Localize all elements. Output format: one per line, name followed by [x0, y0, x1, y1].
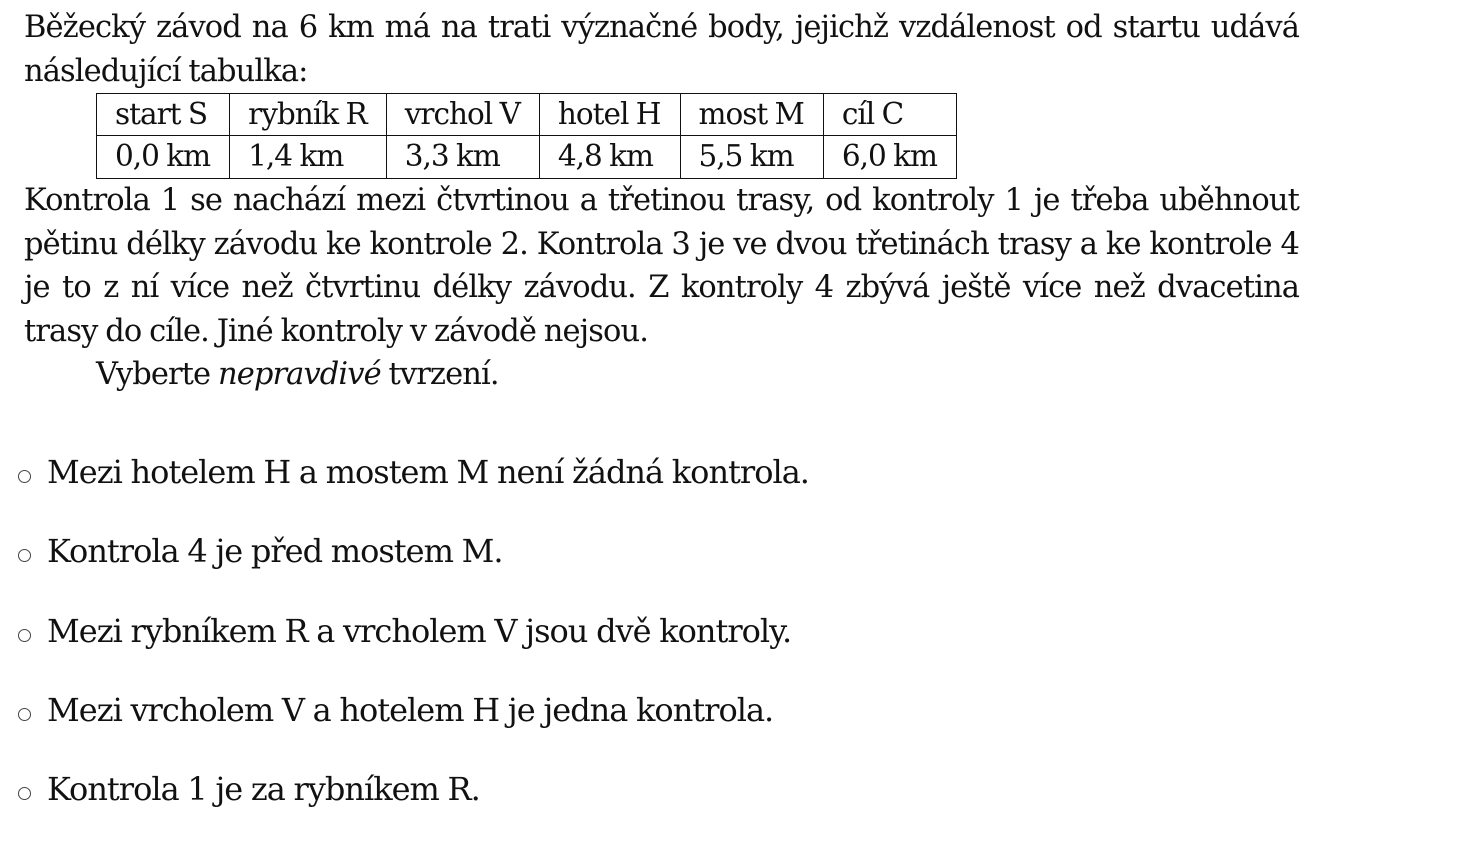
landmarks-header-row — [97, 94, 957, 136]
landmark-distance-bridge: 5,5 km — [680, 136, 823, 179]
answer-option[interactable] — [18, 529, 809, 608]
landmark-distance-peak: 3,3 km — [386, 136, 539, 179]
answer-option[interactable] — [18, 450, 809, 529]
landmark-distance-hotel: 4,8 km — [539, 136, 680, 179]
answer-option-label: Kontrola 4 je před mostem M. — [47, 532, 503, 571]
landmark-name-peak: vrchol V — [386, 94, 539, 136]
landmark-distance-pond: 1,4 km — [230, 136, 387, 179]
answer-option[interactable] — [18, 688, 809, 767]
answer-option-label: Mezi rybníkem R a vrcholem V jsou dvě kontroly. — [47, 611, 792, 650]
problem-instruction — [24, 353, 1299, 397]
landmark-name-pond: rybník R — [230, 94, 387, 136]
problem-description: Kontrola 1 se nachází mezi čtvrtinou a třetinou trasy, od kontroly 1 je třeba uběhnout pětinu délky závodu ke kontrole 2. Kontrola 3 je ve dvou třetinách trasy a ke kontrole 4 je to z ní více než čtvrtinu délky závodu. Z kontroly 4 zbývá ještě více než dvacetina trasy do cíle. Jiné kontroly v závodě nejsou. — [24, 183, 1299, 349]
answer-option-label: Kontrola 1 je za rybníkem R. — [47, 770, 480, 809]
landmark-name-bridge: most M — [680, 94, 823, 136]
instruction-end: tvrzení. — [380, 357, 499, 392]
answer-option-label: Mezi vrcholem V a hotelem H je jedna kontrola. — [47, 690, 774, 729]
landmarks-distance-row — [97, 136, 957, 179]
landmark-name-start: start S — [97, 94, 230, 136]
answer-options — [18, 450, 809, 846]
landmark-distance-finish: 6,0 km — [823, 136, 956, 179]
radio-button[interactable] — [18, 787, 31, 800]
landmark-name-hotel: hotel H — [539, 94, 680, 136]
answer-option[interactable] — [18, 609, 809, 688]
problem-statement — [24, 6, 1299, 397]
radio-button[interactable] — [18, 629, 31, 642]
landmarks-table — [96, 93, 957, 179]
problem-intro: Běžecký závod na 6 km má na trati význačné body, jejichž vzdálenost od startu udává následující tabulka: — [24, 10, 1299, 89]
radio-button[interactable] — [18, 708, 31, 721]
instruction-start: Vyberte — [96, 357, 218, 392]
answer-option[interactable] — [18, 767, 809, 846]
landmark-distance-start: 0,0 km — [97, 136, 230, 179]
answer-option-label: Mezi hotelem H a mostem M není žádná kontrola. — [47, 453, 809, 491]
radio-button[interactable] — [18, 549, 31, 562]
radio-button[interactable] — [18, 470, 31, 483]
landmark-name-finish: cíl C — [823, 94, 956, 136]
instruction-emphasis: nepravdivé — [217, 357, 381, 392]
